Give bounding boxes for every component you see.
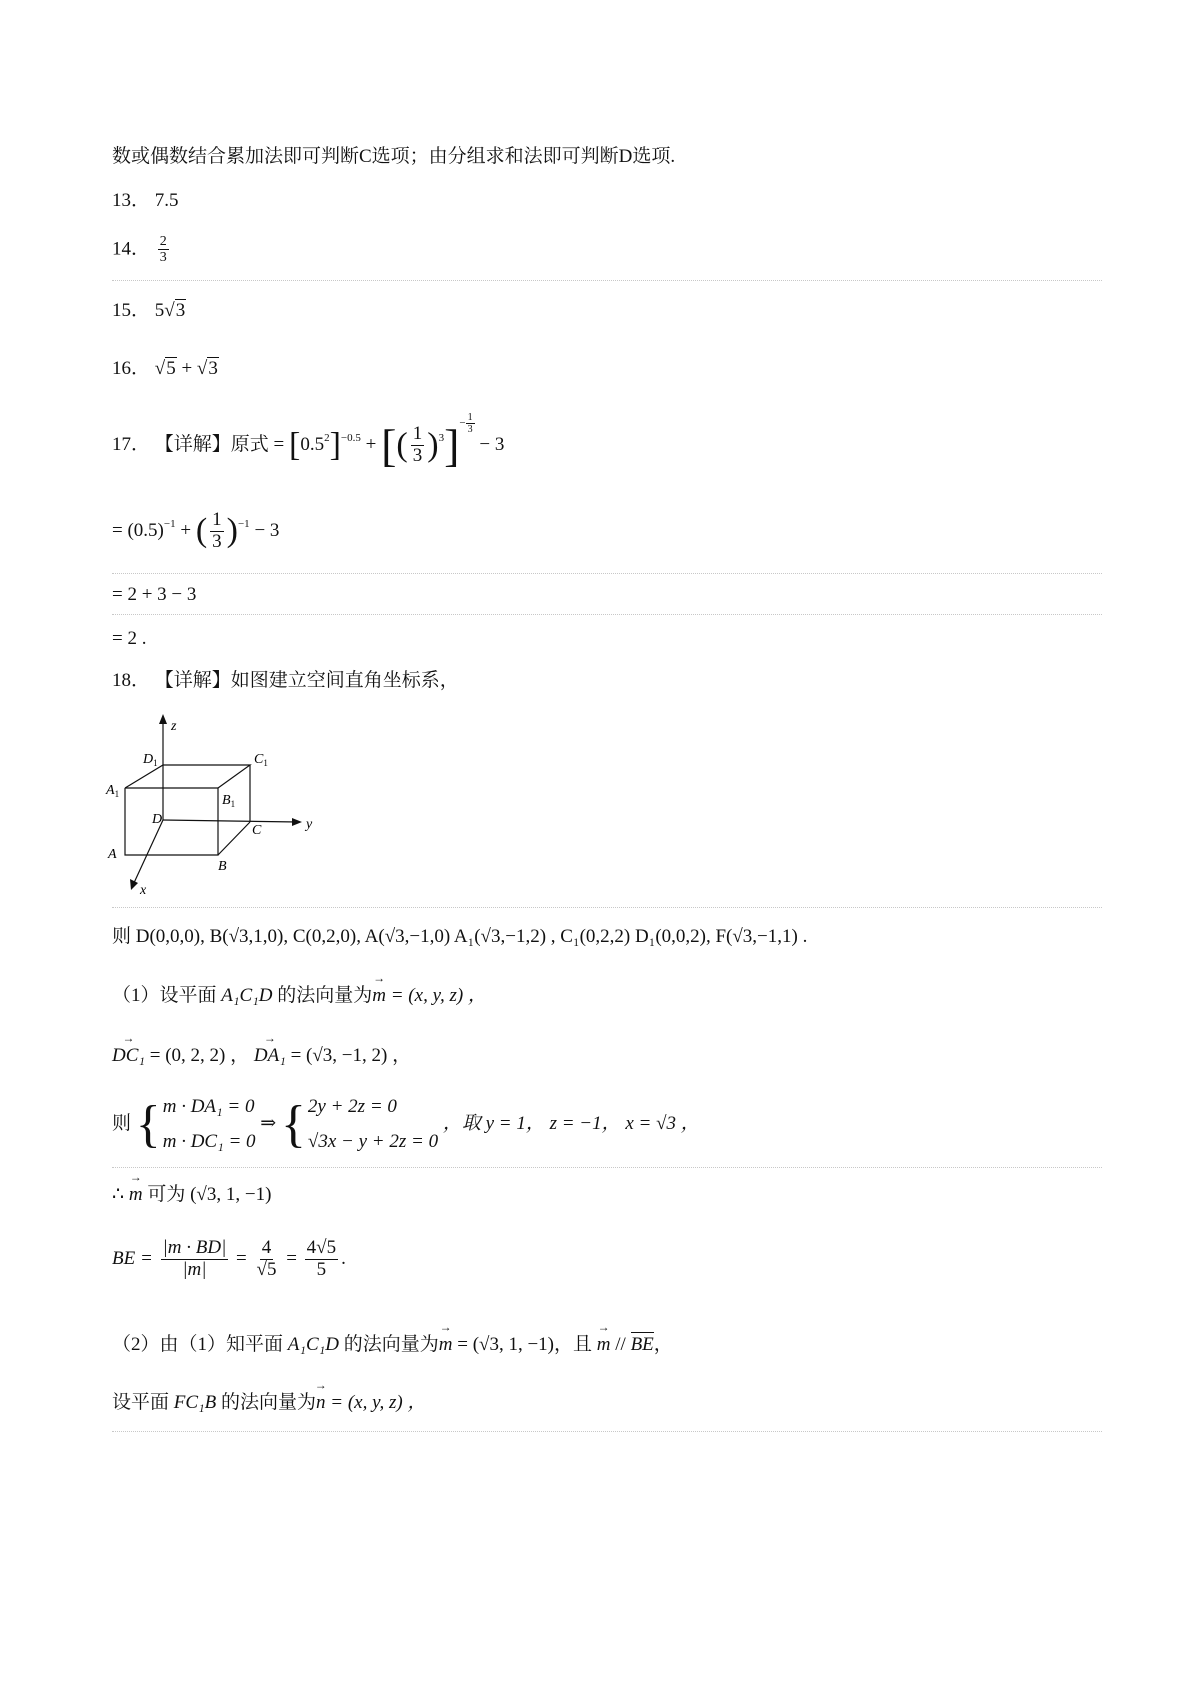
fraction-numerator: 1 [212,509,222,530]
plane-name: FC₁B [173,1392,217,1413]
answer-17-number: 17． [112,434,151,456]
left-brace: { [280,1095,306,1153]
period: . [341,1247,346,1269]
divider [112,1167,1102,1168]
distance-fraction [255,1238,279,1281]
vector-DA1: → DA₁ [254,1045,286,1068]
and-text: ，且 [554,1334,593,1355]
vector-m-value: (√3, 1, −1) [190,1184,272,1205]
can-be-text: 可为 [147,1184,186,1205]
part-1-normal-vector [112,1184,271,1207]
exponent: 3 [438,432,445,445]
parallel-symbol: // [615,1334,626,1355]
vector-m-value: = (√3, 1, −1) [457,1334,554,1355]
answer-15 [112,300,186,323]
distance-label: BE = [112,1247,153,1269]
left-bracket: [ [289,426,301,464]
vertex-A1-label: $A_1$ [106,783,120,799]
right-paren: ) [226,511,238,549]
fraction-denominator: 5 [316,1258,327,1280]
vector-DA1-value: = (√3, −1, 2) ， [290,1045,412,1066]
vertex-D-label: D [152,812,163,827]
set-plane-text: 设平面 [112,1392,170,1413]
x-axis-arrow [130,879,138,890]
distance-result [305,1238,338,1281]
plane-name: A₁C₁D [221,985,273,1006]
left-bracket: [ [381,420,397,472]
cuboid-figure [100,712,330,897]
dot-product-system [136,1096,256,1154]
z-axis-arrow [159,714,167,724]
part-1-label: （1）设平面 [112,985,217,1006]
z-axis-label: z [171,719,177,734]
radicand: 5 [166,358,176,379]
divider [112,280,1102,281]
fraction-denominator: 3 [212,530,222,552]
system-equation-3: 2y + 2z = 0 [307,1096,397,1117]
answer-17-line-3: = 2 + 3 − 3 [112,584,197,605]
base-value: 0.5 [300,434,325,456]
answer-16-number: 16． [112,358,151,379]
answer-13-value: 7.5 [154,190,179,211]
therefore-symbol: ∴ [112,1184,125,1205]
part-1-line-2 [112,1045,411,1068]
vector-DC1: → DC₁ [112,1045,145,1068]
fraction-denominator: √5 [256,1258,277,1280]
plane-name: A₁C₁D [287,1334,339,1355]
comma: ， [653,1334,673,1355]
fraction-numerator: |m · BD| [162,1237,227,1258]
answer-16 [112,358,219,381]
right-paren: ) [427,426,439,464]
radicand: 3 [208,358,218,379]
system-equation-1: m · DA₁ = 0 [162,1096,255,1117]
left-brace: { [135,1095,161,1153]
answer-18-coordinates: 则 D(0,0,0), B(√3,1,0), C(0,2,0), A(√3,−1,0) A₁(√3,−1,2) , C₁(0,2,2) D₁(0,0,2), F(√3,−1,1) . [112,926,808,947]
minus-three: − 3 [254,519,280,541]
fraction-denominator: 3 [412,445,423,467]
implies-symbol: ⇒ [260,1113,277,1135]
vector-DC1-value: = (0, 2, 2) ， [149,1045,250,1066]
exponent: 2 [324,432,330,445]
part-1-system [112,1096,700,1154]
left-paren: ( [195,511,208,549]
plus-sign: + [180,519,192,541]
normal-vector-text: 的法向量为 [277,985,373,1006]
answer-14-number: 14． [112,238,151,260]
exponent: −1 [163,517,176,530]
divider [112,907,1102,908]
answer-13-number: 13． [112,190,151,211]
plus-sign: + [365,434,377,456]
vertex-A-label: A [108,847,117,862]
answer-17-line-4: = 2 . [112,628,147,649]
fraction-numerator: 1 [412,423,423,445]
fraction-numerator: 4 [261,1237,272,1258]
fraction-numerator: 1 [467,412,473,423]
radicand: 3 [175,300,186,321]
vertex-C1-label: $C_1$ [254,752,268,768]
right-bracket: ] [329,426,341,464]
vector-BE: BE [630,1334,654,1355]
part-2-label: （2）由（1）知平面 [112,1334,284,1355]
equals-sign: = [236,1247,247,1269]
solution-values: ，取 y = 1， z = −1， x = √3 ， [442,1113,700,1135]
minus-three: − 3 [479,434,505,456]
normal-vector-text: 的法向量为 [221,1392,317,1413]
vertex-B-label: B [218,859,227,874]
vector-n-definition: = (x, y, z) ， [330,1392,427,1413]
paren-value: (0.5) [127,519,164,541]
exponent-fraction: − 1 3 [459,412,473,435]
exponent: −1 [237,517,250,530]
answer-18-number: 18． [112,670,151,691]
equals-sign: = [286,1247,297,1269]
answer-14-fraction [158,234,169,266]
vertex-B1-label: $B_1$ [222,793,236,809]
answer-17-line-2 [112,510,279,553]
sqrt-symbol: √3 [196,358,218,379]
y-axis-arrow [292,818,302,826]
sqrt-symbol: √5 [154,358,176,379]
answer-13 [112,190,179,213]
part-1-distance [112,1238,346,1281]
fraction [411,424,425,467]
distance-formula [161,1238,229,1281]
equals-sign: = [112,519,123,541]
fraction-denominator: 3 [467,424,473,435]
part-1-line-1 [112,985,487,1008]
x-axis-label: x [140,883,147,897]
vector-m-definition: = (x, y, z) ， [390,985,487,1006]
divider [112,573,1102,574]
answer-18-heading-line [112,670,459,693]
sqrt-symbol: √3 [164,300,186,321]
fraction-denominator: 3 [159,250,167,266]
divider [112,1431,1102,1432]
exponent: −0.5 [340,432,361,445]
divider [112,614,1102,615]
vector-m: → m [372,985,386,1008]
left-paren: ( [396,426,408,464]
part-2-line-1 [112,1334,673,1357]
vector-n: → n [316,1392,326,1415]
part-2-line-2 [112,1392,426,1415]
y-axis-label: y [306,817,313,832]
answer-15-coefficient: 5 [154,300,165,321]
system-equation-2: m · DC₁ = 0 [162,1130,256,1152]
normal-vector-text: 的法向量为 [343,1334,439,1355]
answer-17-heading: 【详解】原式 [154,434,269,456]
answer-18-heading: 【详解】如图建立空间直角坐标系， [154,670,459,691]
fraction-denominator: |m| [182,1258,207,1280]
then-word: 则 [112,1113,132,1135]
fraction-numerator: 4√5 [306,1237,337,1258]
linear-system [281,1096,438,1154]
right-bracket: ] [444,420,460,472]
vertex-C-label: C [252,823,262,838]
fraction-numerator: 2 [159,234,167,249]
vector-m: → m [597,1334,611,1357]
fraction [210,510,224,553]
vector-m: → m [129,1184,143,1207]
answer-15-number: 15． [112,300,151,321]
plus-sign: + [181,358,193,379]
answer-17-line-1 [112,412,504,473]
vertex-D1-label: $D_1$ [143,752,158,768]
equals-sign: = [273,434,285,456]
vector-m: → m [439,1334,453,1357]
intro-text: 数或偶数结合累加法即可判断C选项；由分组求和法即可判断D选项. [112,146,676,167]
system-equation-4: √3x − y + 2z = 0 [307,1130,439,1152]
answer-14 [112,234,172,266]
